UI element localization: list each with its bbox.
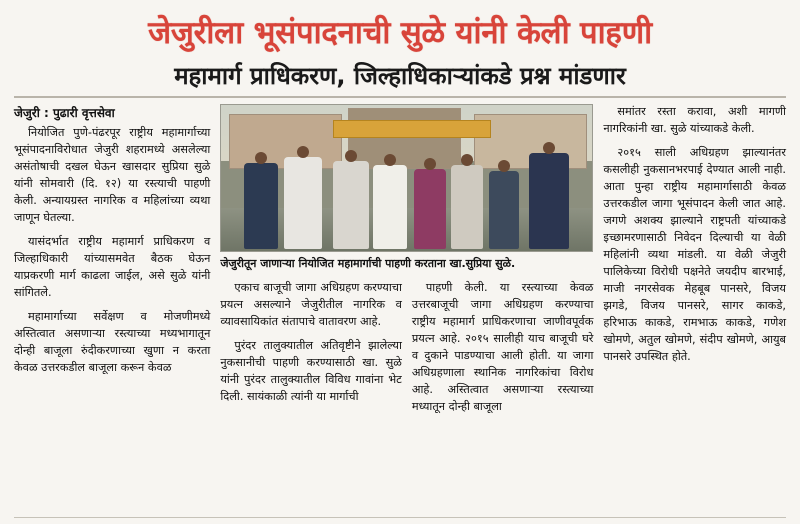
photo-person-head xyxy=(297,146,309,158)
photo-person xyxy=(284,157,322,249)
photo-person-head xyxy=(543,142,555,154)
photo-building xyxy=(348,108,461,168)
photo-person-head xyxy=(461,154,473,166)
column-three xyxy=(603,104,786,474)
photo-person xyxy=(373,165,407,249)
column-two-body xyxy=(220,280,593,423)
column-two xyxy=(220,104,593,474)
paragraph: महामार्गाच्या सर्वेक्षण व मोजणीमध्ये अस्तित्वात असणाऱ्या रस्त्याच्या मध्यभागातून दोन्ही बाजूला रुंदीकरणाच्या खुणा न करता केवळ उत्तरकडील बाजूला करून केवळ xyxy=(14,309,211,374)
column-one xyxy=(14,104,210,474)
paragraph: समांतर रस्ता करावा, अशी मागणी नागरिकांनी खा. सुळे यांच्याकडे केली. xyxy=(603,105,786,136)
article-photo-wrap xyxy=(220,104,593,252)
page-title: जेजुरीला भूसंपादनाची सुळे यांनी केली पाहणी xyxy=(148,15,652,51)
paragraph: नियोजित पुणे-पंढरपूर राष्ट्रीय महामार्गाच्या भूसंपादनाविरोधात जेजुरी शहरामध्ये असलेल्या असंतोषाची दखल घेऊन खासदार सुप्रिया सुळे यांनी सोमवारी (दि. १२) या रस्त्याची पाहणी केली. अन्यायग्रस्त नागरिक व महिलांच्या व्यथा जाणून घेतल्या. xyxy=(14,126,211,225)
byline: जेजुरी : पुढारी वृत्तसेवा xyxy=(14,106,115,121)
sub-headline: महामार्ग प्राधिकरण, जिल्हाधिकाऱ्यांकडे प्रश्न मांडणार xyxy=(174,61,626,90)
article-photo xyxy=(220,104,593,252)
column-two-left xyxy=(220,280,402,423)
paragraph: पाहणी केली. या रस्त्याच्या केवळ उत्तरबाजूची जागा अधिग्रहण करण्याचा राष्ट्रीय महामार्ग प्राधिकरणाचा जाणीवपूर्वक प्रयत्न आहे. २०१५ सालीही याच बाजूची घरे व दुकाने पाडण्याचा आली होती. या जागा अधिग्रहणाला स्थानिक नागरिकांचा विरोध आहे. अस्तित्वात असणाऱ्या रस्त्याच्या मध्यातून दोन्ही बाजूला xyxy=(411,281,594,413)
photo-person xyxy=(529,153,569,249)
photo-person-head xyxy=(255,152,267,164)
photo-person xyxy=(333,161,369,249)
footer-divider xyxy=(14,517,786,518)
photo-person-head xyxy=(498,160,510,172)
column-two-right xyxy=(412,280,594,423)
photo-person-head xyxy=(345,150,357,162)
photo-banner xyxy=(333,120,491,138)
photo-person-head xyxy=(384,154,396,166)
article-columns xyxy=(14,104,786,474)
photo-person xyxy=(451,165,483,249)
photo-person xyxy=(414,169,446,249)
paragraph: २०१५ साली अधिग्रहण झाल्यानंतर कसलीही नुकसानभरपाई देण्यात आली नाही. आता पुन्हा राष्ट्रीय महामार्गासाठी केवळ उत्तरकडील जागा भूसंपादन केली जात आहे. जगणे अशक्य झाल्याने राष्ट्रपती यांच्याकडे इच्छामरणासाठी निवेदन दिल्याची या वेळी महिलांनी व्यथा मांडली. या वेळी जेजुरी पालिकेच्या विरोधी पक्षनेते जयदीप बारभाई, माजी नगरसेवक मेहबूब पानसरे, विजय झगडे, विजय पानसरे, सागर काकडे, हरिभाऊ काकडे, रामभाऊ काकडे, गणेश खोमणे, अतुल खोमणे, संदीप खोमणे, आयुब पानसरे उपस्थित होते. xyxy=(603,146,786,363)
paragraph: पुरंदर तालुक्यातील अतिवृष्टीने झालेल्या नुकसानीची पाहणी करण्यासाठी खा. सुळे यांनी पुरंदर तालुक्यातील विविध गावांना भेट दिली. सायंकाळी त्यांनी या मार्गाची xyxy=(220,339,402,403)
paragraph: यासंदर्भात राष्ट्रीय महामार्ग प्राधिकरण व जिल्हाधिकारी यांच्यासमवेत बैठक घेऊन या‌प्रकरणी मार्ग काढला जाईल, असे सुळे यांनी सांगितले. xyxy=(14,235,211,299)
paragraph: एकाच बाजूची जागा अधिग्रहण करण्याचा प्रयत्न असल्याने जेजुरीतील नागरिक व व्यावसायिकांत संतापाचे वातावरण आहे. xyxy=(220,281,402,329)
photo-person xyxy=(244,163,278,249)
photo-caption: जेजुरीतून जाणाऱ्या नियोजित महामार्गाची पाहणी करताना खा.सुप्रिया सुळे. xyxy=(220,257,516,271)
photo-person xyxy=(489,171,519,249)
header-divider xyxy=(14,96,786,98)
photo-person-head xyxy=(424,158,436,170)
